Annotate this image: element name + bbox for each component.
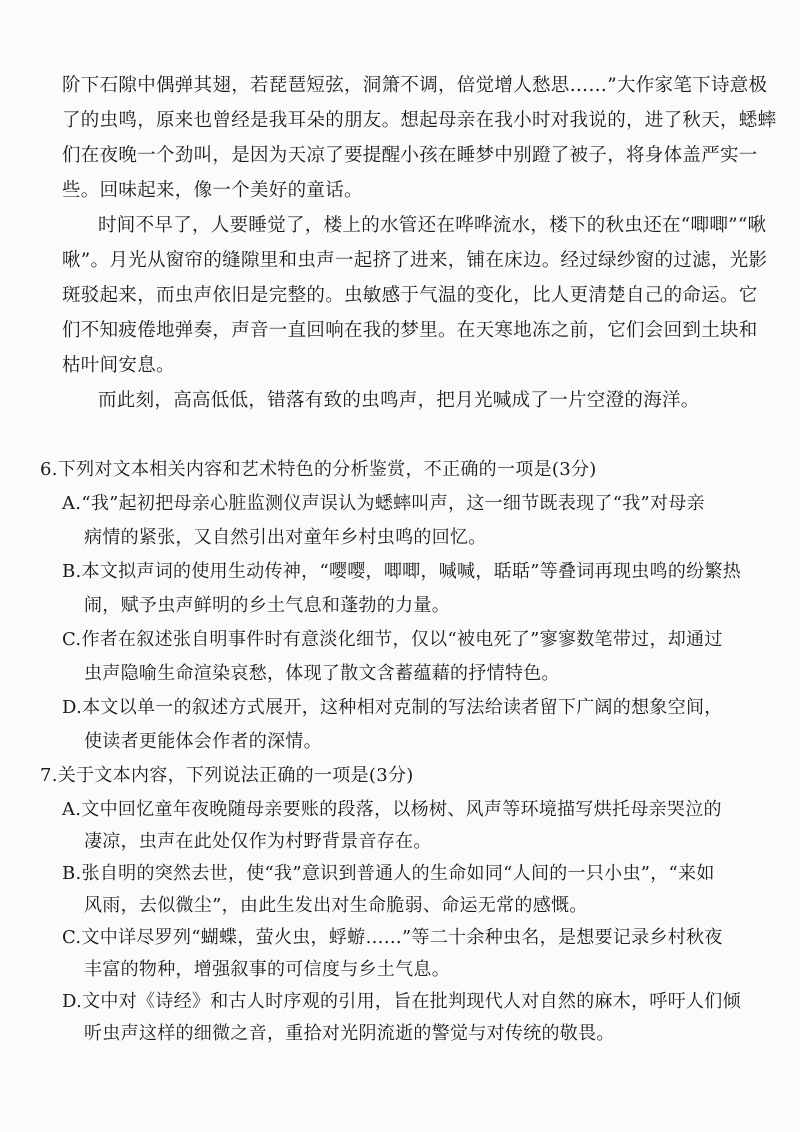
question-stem: 7.关于文本内容，下列说法正确的一项是(3分) [40,765,414,786]
essay-line: 了的虫鸣，原来也曾经是我耳朵的朋友。想起母亲在我小时对我说的，进了秋天，蟋蟀 [62,110,777,131]
option-a-cont: 病情的紧张，又自然引出对童年乡村虫鸣的回忆。 [84,527,487,548]
essay-line: 斑驳起来，而虫声依旧是完整的。虫敏感于气温的变化，比人更清楚自己的命运。它 [62,285,758,306]
essay-line: 些。回味起来，像一个美好的童话。 [62,180,363,201]
option-d: D.文中对《诗经》和古人时序观的引用，旨在批判现代人对自然的麻木，呼吁人们倾 [62,991,741,1012]
option-c-cont: 丰富的物种，增强叙事的可信度与乡土气息。 [84,959,450,980]
essay-line: 时间不早了，人要睡觉了，楼上的水管还在哗哗流水，楼下的秋虫还在“唧唧”“啾 [98,215,767,236]
option-c: C.作者在叙述张自明事件时有意淡化细节，仅以“被电死了”寥寥数笔带过，却通过 [62,629,723,650]
option-b: B.本文拟声词的使用生动传神，“嘤嘤，唧唧，喊喊，聒聒”等叠词再现虫鸣的纷繁热 [62,561,742,582]
option-a: A.文中回忆童年夜晚随母亲要账的段落，以杨树、风声等环境描写烘托母亲哭泣的 [62,799,722,820]
option-a: A.“我”起初把母亲心脏监测仪声误认为蟋蟀叫声，这一细节既表现了“我”对母亲 [62,493,705,514]
option-d-cont: 听虫声这样的细微之音，重拾对光阴流逝的警觉与对传统的敬畏。 [84,1023,615,1044]
essay-line: 们在夜晚一个劲叫，是因为天凉了要提醒小孩在睡梦中别蹬了被子，将身体盖严实一 [62,145,758,166]
option-b-cont: 风雨，去似微尘”，由此生发出对生命脆弱、命运无常的感慨。 [84,895,588,916]
essay-line: 而此刻，高高低低，错落有致的虫鸣声，把月光喊成了一片空澄的海洋。 [98,390,700,411]
question-stem: 6.下列对文本相关内容和艺术特色的分析鉴赏，不正确的一项是(3分) [40,459,597,480]
option-b-cont: 闹，赋予虫声鲜明的乡土气息和蓬勃的力量。 [84,595,450,616]
essay-line: 啾”。月光从窗帘的缝隙里和虫声一起挤了进来，铺在床边。经过绿纱窗的过滤，光影 [62,250,768,271]
option-c: C.文中详尽罗列“蝴蝶，萤火虫，蜉蝣……”等二十余种虫名，是想要记录乡村秋夜 [62,927,723,948]
option-d: D.本文以单一的叙述方式展开，这种相对克制的写法给读者留下广阔的想象空间， [62,697,723,718]
essay-line: 阶下石隙中偶弹其翅，若琵琶短弦，洞箫不调，倍觉增人愁思……”大作家笔下诗意极 [62,75,768,96]
option-a-cont: 凄凉，虫声在此处仅作为村野背景音存在。 [84,831,432,852]
essay-line: 枯叶间安息。 [62,355,175,376]
option-d-cont: 使读者更能体会作者的深情。 [84,731,322,752]
option-b: B.张自明的突然去世，使“我”意识到普通人的生命如同“人间的一只小虫”，“来如 [62,863,715,884]
essay-line: 们不知疲倦地弹奏，声音一直回响在我的梦里。在天寒地冻之前，它们会回到土块和 [62,320,758,341]
option-c-cont: 虫声隐喻生命渲染哀愁，体现了散文含蓄蕴藉的抒情特色。 [84,663,560,684]
